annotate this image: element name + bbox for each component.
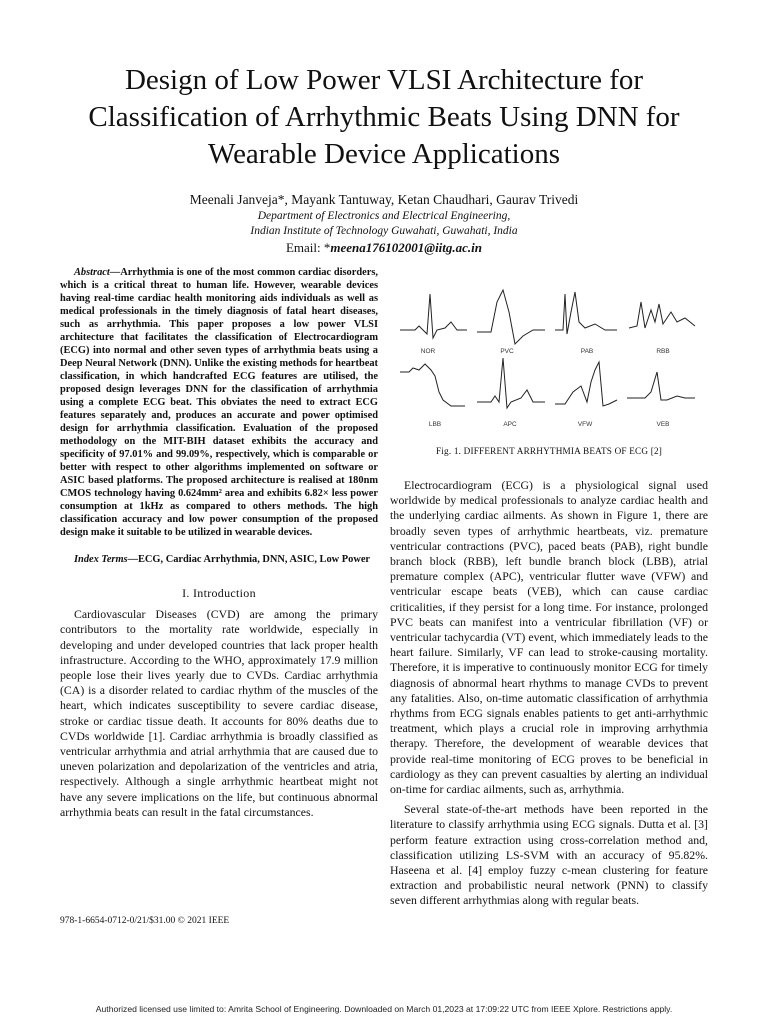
paper-title bbox=[20, 62, 748, 173]
affiliation-department: Department of Electronics and Electrical Engineering, bbox=[257, 210, 511, 222]
figure-label-pvc: PVC bbox=[500, 348, 514, 355]
title-line-2: Classification of Arrhythmic Beats Using DNN for bbox=[88, 101, 680, 133]
section-heading-introduction: I. Introduction bbox=[182, 586, 256, 600]
ecg-trace-pab bbox=[555, 292, 617, 334]
index-terms-label: Index Terms bbox=[74, 554, 128, 565]
figure-label-nor: NOR bbox=[420, 348, 436, 355]
download-footer: Authorized licensed use limited to: Amrita School of Engineering. Downloaded on March 01,2023 at 17:09:22 UTC from IEEE Xplore. Restrictions apply. bbox=[95, 1004, 673, 1014]
ecg-trace-apc bbox=[477, 358, 545, 408]
ecg-trace-lbb bbox=[400, 364, 465, 406]
affiliation-institute: Indian Institute of Technology Guwahati, Guwahati, India bbox=[250, 225, 518, 237]
title-line-3: Wearable Device Applications bbox=[208, 138, 560, 170]
authors: Meenali Janveja*, Mayank Tantuway, Ketan Chaudhari, Gaurav Trivedi bbox=[189, 192, 579, 207]
figure-label-vfw: VFW bbox=[577, 421, 593, 428]
copyright-notice: 978-1-6654-0712-0/21/$31.00 © 2021 IEEE bbox=[60, 916, 230, 926]
figure-label-pab: PAB bbox=[580, 348, 594, 355]
ecg-beats-figure bbox=[395, 282, 705, 432]
right-column bbox=[390, 478, 708, 914]
figure-1-caption: Fig. 1. DIFFERENT ARRHYTHMIA BEATS OF ECG [2] bbox=[435, 446, 663, 456]
related-work-paragraph: Several state-of-the-art methods have been reported in the literature to classify arrhythmia using ECG signals. Dutta et al. [3] perform feature extraction using cross-correlation method and, classification utilizing LS-SVM with an accuracy of 95.82%. Haseena et al. [4] employ fuzzy c-mean clustering for feature extraction and probabilistic neural network (PNN) to classify seven different arrhythmias along with regular beats. bbox=[390, 802, 708, 908]
ecg-trace-veb bbox=[627, 372, 695, 400]
intro-paragraph: Cardiovascular Diseases (CVD) are among the primary contributors to the mortality rate worldwide, especially in developing and under developed countries that lack proper health infrastructure. According to the WHO, approximately 17.9 million people lose their lives yearly due to CVDs. Cardiac arrhythmia (CA) is a disorder related to cardiac rhythm of the muscles of the heart, which indicates susceptibility to severe cardiac disease, stroke or cardiac tissue death. It accounts for 80% deaths due to CVDs worldwide [1]. Cardiac arrhythmia is broadly classified as ventricular arrhythmia and atrial arrhythmia that are caused due to uneven polarization and depolarization of the ventricles and atria, respectively. Although a single arrhythmic heartbeat might not have any severe implications on the life, but continuous abnormal arrhythmia beats can result in the fatal circumstances. bbox=[60, 607, 378, 819]
index-terms-text: —ECG, Cardiac Arrhythmia, DNN, ASIC, Low Power bbox=[127, 554, 371, 565]
ecg-overview-paragraph: Electrocardiogram (ECG) is a physiological signal used worldwide by medical professionals to analyze cardiac health and the underlying cardiac ailments. As shown in Figure 1, there are broadly seven types of arrhythmic heartbeats, viz. premature ventricular contractions (PVC), paced beats (PAB), right bundle branch block (RBB), left bundle branch block (LBB), atrial premature complex (APC), ventricular flutter wave (VFW) and ventricular escape beats (VEB), which can cause cardiac criticalities, if they persist for a long time. For instance, prolonged PVC beats can manifest into a ventricular fibrillation (VF) or ventricular tachycardia (VT) event, which immediately leads to the heart failure. Similarly, VF can lead to stroke-causing mortality. Therefore, it is imperative to continuously monitor ECG for timely diagnosis of abnormal heart rhythms to manage CVDs to prevent any fatalities. Also, on-time automatic classification of arrhythmia rhythms from ECG signals enables patients to get anti-arrhythmic treatment, which plays a crucial role in improving arrhythmia therapy. Therefore, the development of wearable devices that provide real-time monitoring of ECG proves to be beneficial in cardiology as they can prevent casualties by alerting an individual on-time for cardiac ailments, such as, arrhythmia. bbox=[390, 478, 708, 797]
abstract bbox=[60, 266, 378, 539]
figure-label-apc: APC bbox=[503, 421, 517, 428]
left-column bbox=[60, 266, 378, 825]
ecg-trace-rbb bbox=[629, 302, 695, 328]
index-terms bbox=[60, 553, 378, 566]
email-label: Email: * bbox=[285, 240, 331, 255]
ecg-trace-vfw bbox=[555, 362, 617, 406]
title-line-1: Design of Low Power VLSI Architecture for bbox=[124, 64, 644, 96]
figure-label-rbb: RBB bbox=[656, 348, 670, 355]
email-line bbox=[20, 240, 748, 256]
figure-label-veb: VEB bbox=[656, 421, 670, 428]
ecg-trace-nor bbox=[400, 294, 467, 338]
email-address[interactable]: meena176102001@iitg.ac.in bbox=[330, 240, 483, 255]
abstract-text: —Arrhythmia is one of the most common cardiac disorders, which is a critical threat to human life. However, wearable devices having real-time cardiac health monitoring aids individuals as well as medical professionals in the timely diagnosis of fatal heart diseases, such as arrhythmia. This paper proposes a low power VLSI architecture that facilitates the classification of Electrocardiogram (ECG) into normal and other seven types of arrhythmia beats using a Deep Neural Network (DNN). Unlike the existing methods for heartbeat classification, in which handcrafted ECG features are utilised, the proposed design leverages DNN for the classification of arrhythmia using a complete ECG beat. This obviates the need to extract ECG features separately and, produces an accurate and power optimised design for arrhythmia classification. Evaluation of the proposed methodology on the MIT-BIH dataset exhibits the accuracy and specificity of 97.01% and 99.09%, respectively, which is comparable or better with respect to other algorithms implemented on software or ASIC based platforms. The proposed architecture is realised at 180nm CMOS technology having 0.624mm² area and exhibits 6.82× less power consumption at 1kHz as compared to others methods. The high classification accuracy and low power consumption of the proposed design make it suitable to be utilized in wearable devices. bbox=[60, 267, 378, 538]
ecg-trace-pvc bbox=[477, 290, 545, 344]
figure-1-ecg-beats bbox=[395, 282, 705, 432]
abstract-label: Abstract bbox=[74, 267, 110, 278]
figure-label-lbb: LBB bbox=[428, 421, 442, 428]
